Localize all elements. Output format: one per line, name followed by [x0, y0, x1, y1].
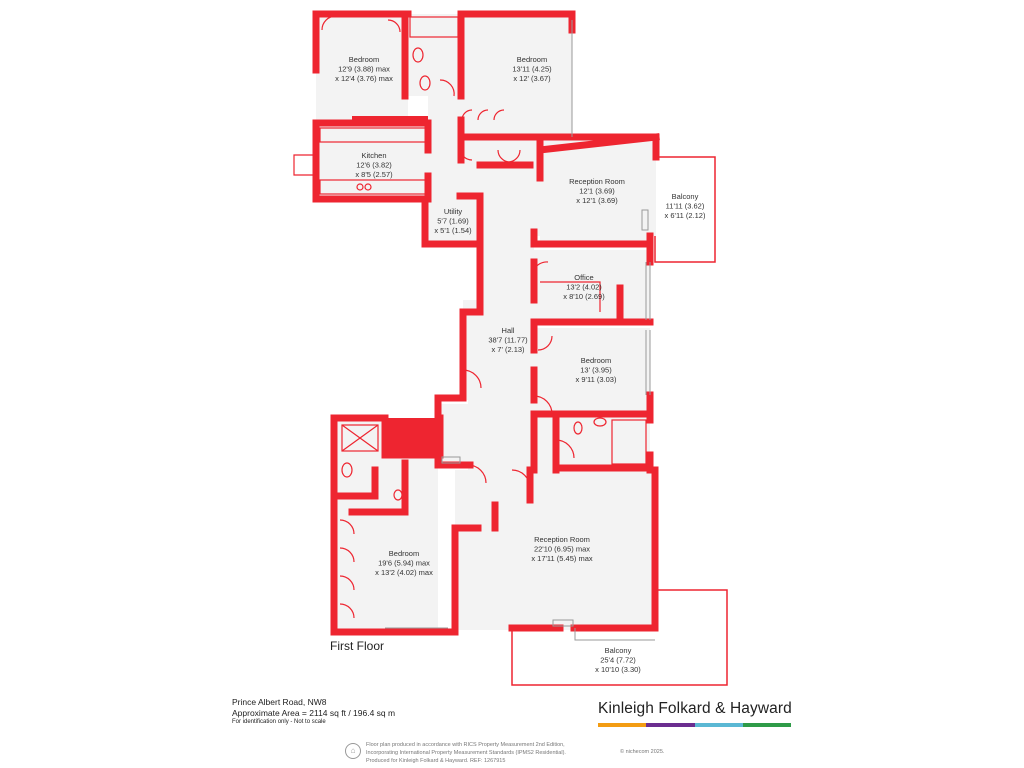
room-dimension-label: x 12' (3.67) — [513, 74, 551, 83]
footer-line-2: Incorporating International Property Measurement Standards (IPMS2 Residential). — [366, 750, 566, 756]
brand-name: Kinleigh Folkard & Hayward — [598, 700, 792, 717]
room-name-label: Reception Room — [534, 535, 590, 544]
floorplan-info-icon: ⌂ — [345, 743, 361, 759]
room-dimension-label: x 9'11 (3.03) — [575, 375, 617, 384]
room-dimension-label: 5'7 (1.69) — [437, 216, 469, 226]
room-name-label: Kitchen — [361, 151, 387, 160]
room-name-label: Bedroom — [348, 55, 380, 64]
room-dimension-label: 12'1 (3.69) — [579, 186, 615, 196]
room-dimension-label: 19'6 (5.94) max — [378, 558, 430, 568]
room-dimension-label: x 8'5 (2.57) — [355, 170, 393, 179]
brand-bar-segment — [646, 723, 694, 727]
room-name-label: Bedroom — [388, 549, 420, 558]
brand-bar-segment — [743, 723, 791, 727]
room-dimension-label: 25'4 (7.72) — [600, 655, 636, 665]
scale-note: For identification only - Not to scale — [232, 719, 326, 725]
room-dimension-label: 13'2 (4.02) — [566, 282, 602, 292]
footer-line-1: Floor plan produced in accordance with RICS Property Measurement 2nd Edition, — [366, 742, 565, 748]
room-name-label: Hall — [501, 326, 515, 335]
room-dimension-label: 13'11 (4.25) — [512, 64, 552, 74]
brand-bar-segment — [695, 723, 743, 727]
room-dimension-label: x 6'11 (2.12) — [664, 211, 706, 220]
room-name-label: Office — [574, 273, 594, 282]
brand-color-bar — [598, 723, 791, 727]
room-dimension-label: x 17'11 (5.45) max — [531, 554, 593, 563]
footer-copyright: © nichecom 2025. — [620, 749, 665, 755]
room-name-label: Balcony — [604, 646, 632, 655]
room-dimension-label: 38'7 (11.77) — [488, 335, 528, 345]
brand-bar-segment — [598, 723, 646, 727]
room-dimension-label: 12'6 (3.82) — [356, 160, 392, 170]
room-dimension-label: x 13'2 (4.02) max — [375, 568, 433, 577]
room-name-label: Reception Room — [569, 177, 625, 186]
room-name-label: Bedroom — [516, 55, 548, 64]
room-dimension-label: 22'10 (6.95) max — [533, 544, 591, 554]
room-dimension-label: 13' (3.95) — [580, 365, 612, 375]
wall-block — [386, 418, 438, 455]
footer-line-3: Produced for Kinleigh Folkard & Hayward. REF: 1267915 — [366, 758, 506, 764]
room-dimension-label: x 12'1 (3.69) — [576, 196, 618, 205]
room-dimension-label: 12'9 (3.88) max — [338, 64, 390, 74]
floor-name: First Floor — [330, 639, 384, 653]
room-dimension-label: x 7' (2.13) — [491, 345, 525, 354]
room-name-label: Utility — [443, 207, 463, 216]
room-dimension-label: x 10'10 (3.30) — [595, 665, 641, 674]
wall-block — [352, 116, 428, 124]
room-name-label: Balcony — [671, 192, 699, 201]
room-dimension-label: 11'11 (3.62) — [665, 201, 705, 211]
property-address: Prince Albert Road, NW8 — [232, 697, 327, 707]
property-area: Approximate Area = 2114 sq ft / 196.4 sq m — [232, 708, 396, 718]
room-dimension-label: x 12'4 (3.76) max — [335, 74, 393, 83]
room-dimension-label: x 8'10 (2.69) — [563, 292, 605, 301]
room-name-label: Bedroom — [580, 356, 612, 365]
room-dimension-label: x 5'1 (1.54) — [434, 226, 472, 235]
